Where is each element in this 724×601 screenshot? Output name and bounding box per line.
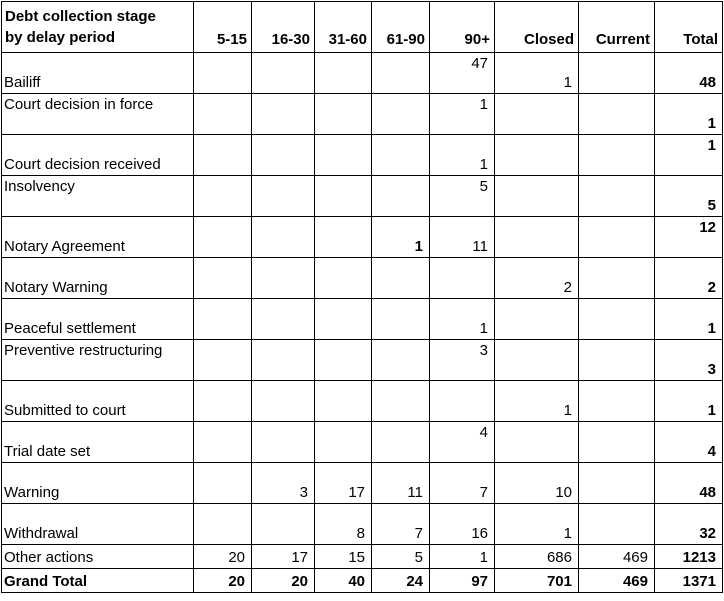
table-cell [315, 422, 372, 463]
table-cell: 1 [495, 53, 579, 94]
table-cell [579, 217, 655, 258]
row-total-cell: 32 [655, 504, 723, 545]
row-label: Bailiff [2, 53, 194, 94]
table-cell [579, 135, 655, 176]
table-cell [579, 422, 655, 463]
table-cell [315, 176, 372, 217]
header-label-line1: Debt collection stage [5, 8, 156, 25]
table-cell: 3 [430, 340, 495, 381]
table-cell [252, 94, 315, 135]
table-row-bailiff [2, 53, 723, 94]
table-cell [194, 135, 252, 176]
table-cell [194, 381, 252, 422]
table-cell: 1 [430, 299, 495, 340]
row-total-cell: 2 [655, 258, 723, 299]
table-cell [315, 258, 372, 299]
row-label: Notary Warning [2, 258, 194, 299]
row-label: Other actions [2, 545, 194, 569]
table-cell [495, 135, 579, 176]
row-total-cell: 5 [655, 176, 723, 217]
row-total-cell: 3 [655, 340, 723, 381]
table-cell [579, 176, 655, 217]
col-header-closed: Closed [495, 2, 579, 53]
grand-total-cell: 97 [430, 569, 495, 593]
table-cell [252, 135, 315, 176]
table-cell: 686 [495, 545, 579, 569]
row-label: Court decision in force [2, 94, 194, 135]
table-cell: 47 [430, 53, 495, 94]
table-cell: 20 [194, 545, 252, 569]
table-cell: 5 [430, 176, 495, 217]
table-cell: 7 [430, 463, 495, 504]
col-header-31-60: 31-60 [315, 2, 372, 53]
row-label: Peaceful settlement [2, 299, 194, 340]
table-cell [194, 258, 252, 299]
grand-total-cell: 20 [194, 569, 252, 593]
header-label-line2: by delay period [5, 29, 116, 46]
table-cell [430, 258, 495, 299]
col-header-90-plus: 90+ [430, 2, 495, 53]
table-cell [372, 381, 430, 422]
table-cell [372, 94, 430, 135]
table-cell [495, 340, 579, 381]
table-cell [252, 422, 315, 463]
table-row-court-decision-received [2, 135, 723, 176]
table-cell: 15 [315, 545, 372, 569]
table-cell [372, 53, 430, 94]
table-cell [579, 299, 655, 340]
table-row-insolvency [2, 176, 723, 217]
table-cell [579, 94, 655, 135]
table-cell [315, 217, 372, 258]
table-cell: 8 [315, 504, 372, 545]
row-total-cell: 4 [655, 422, 723, 463]
table-cell: 4 [430, 422, 495, 463]
table-cell: 1 [372, 217, 430, 258]
table-cell: 1 [430, 545, 495, 569]
table-cell [315, 53, 372, 94]
table-row-withdrawal [2, 504, 723, 545]
table-cell: 2 [495, 258, 579, 299]
table-cell [495, 422, 579, 463]
table-row-notary-agreement [2, 217, 723, 258]
table-cell [194, 463, 252, 504]
col-header-61-90: 61-90 [372, 2, 430, 53]
table-cell [579, 53, 655, 94]
grand-total-label: Grand Total [2, 569, 194, 593]
table-cell [372, 135, 430, 176]
table-cell [194, 422, 252, 463]
table-cell [579, 340, 655, 381]
row-total-cell: 12 [655, 217, 723, 258]
table-cell [252, 53, 315, 94]
table-cell [315, 299, 372, 340]
table-cell [194, 299, 252, 340]
table-cell [372, 422, 430, 463]
table-cell [430, 381, 495, 422]
table-cell [315, 340, 372, 381]
table-cell [372, 340, 430, 381]
header-row [2, 2, 723, 53]
grand-total-cell: 20 [252, 569, 315, 593]
row-label: Withdrawal [2, 504, 194, 545]
table-cell: 7 [372, 504, 430, 545]
table-cell [252, 340, 315, 381]
table-cell [315, 94, 372, 135]
table-row-preventive-restructuring [2, 340, 723, 381]
col-header-5-15: 5-15 [194, 2, 252, 53]
table-cell: 1 [430, 94, 495, 135]
table-cell: 16 [430, 504, 495, 545]
table-row-notary-warning [2, 258, 723, 299]
table-row-submitted-to-court [2, 381, 723, 422]
table-cell: 17 [315, 463, 372, 504]
grand-total-cell: 24 [372, 569, 430, 593]
table-cell [315, 381, 372, 422]
table-cell [252, 299, 315, 340]
table-cell: 1 [495, 504, 579, 545]
table-cell [252, 217, 315, 258]
table-cell: 11 [372, 463, 430, 504]
table-row-court-decision-in-force [2, 94, 723, 135]
row-label: Notary Agreement [2, 217, 194, 258]
table-cell: 469 [579, 545, 655, 569]
table-cell: 17 [252, 545, 315, 569]
row-label: Warning [2, 463, 194, 504]
table-cell [579, 258, 655, 299]
grand-total-row [2, 569, 723, 593]
table-cell [372, 176, 430, 217]
table-cell [194, 176, 252, 217]
row-total-cell: 1 [655, 135, 723, 176]
table-cell [495, 299, 579, 340]
table-cell [194, 53, 252, 94]
grand-total-cell: 469 [579, 569, 655, 593]
table-cell [579, 504, 655, 545]
debt-collection-table [1, 1, 723, 593]
table-row-warning [2, 463, 723, 504]
table-row-trial-date-set [2, 422, 723, 463]
table-cell [495, 176, 579, 217]
grand-total-cell: 40 [315, 569, 372, 593]
row-total-cell: 48 [655, 463, 723, 504]
row-total-cell: 1213 [655, 545, 723, 569]
table-row-peaceful-settlement [2, 299, 723, 340]
table-cell [252, 504, 315, 545]
table-cell [194, 504, 252, 545]
table-cell: 11 [430, 217, 495, 258]
row-label: Trial date set [2, 422, 194, 463]
table-cell [194, 94, 252, 135]
grand-total-cell: 1371 [655, 569, 723, 593]
table-cell [372, 258, 430, 299]
row-label: Preventive restructuring [2, 340, 194, 381]
row-label: Submitted to court [2, 381, 194, 422]
table-cell: 5 [372, 545, 430, 569]
row-total-cell: 1 [655, 299, 723, 340]
table-cell [495, 217, 579, 258]
table-cell: 1 [495, 381, 579, 422]
table-cell [579, 381, 655, 422]
row-total-cell: 48 [655, 53, 723, 94]
row-total-cell: 1 [655, 381, 723, 422]
table-row-other-actions [2, 545, 723, 569]
row-label: Court decision received [2, 135, 194, 176]
table-cell: 3 [252, 463, 315, 504]
table-cell [252, 258, 315, 299]
table-cell [194, 217, 252, 258]
col-header-16-30: 16-30 [252, 2, 315, 53]
table-cell [372, 299, 430, 340]
grand-total-cell: 701 [495, 569, 579, 593]
table-cell: 1 [430, 135, 495, 176]
table-cell: 10 [495, 463, 579, 504]
col-header-current: Current [579, 2, 655, 53]
col-header-total: Total [655, 2, 723, 53]
row-total-cell: 1 [655, 94, 723, 135]
table-cell [315, 135, 372, 176]
row-label: Insolvency [2, 176, 194, 217]
table-cell [495, 94, 579, 135]
row-header-label [2, 2, 194, 53]
table-cell [252, 381, 315, 422]
table-cell [194, 340, 252, 381]
table-cell [579, 463, 655, 504]
table-cell [252, 176, 315, 217]
